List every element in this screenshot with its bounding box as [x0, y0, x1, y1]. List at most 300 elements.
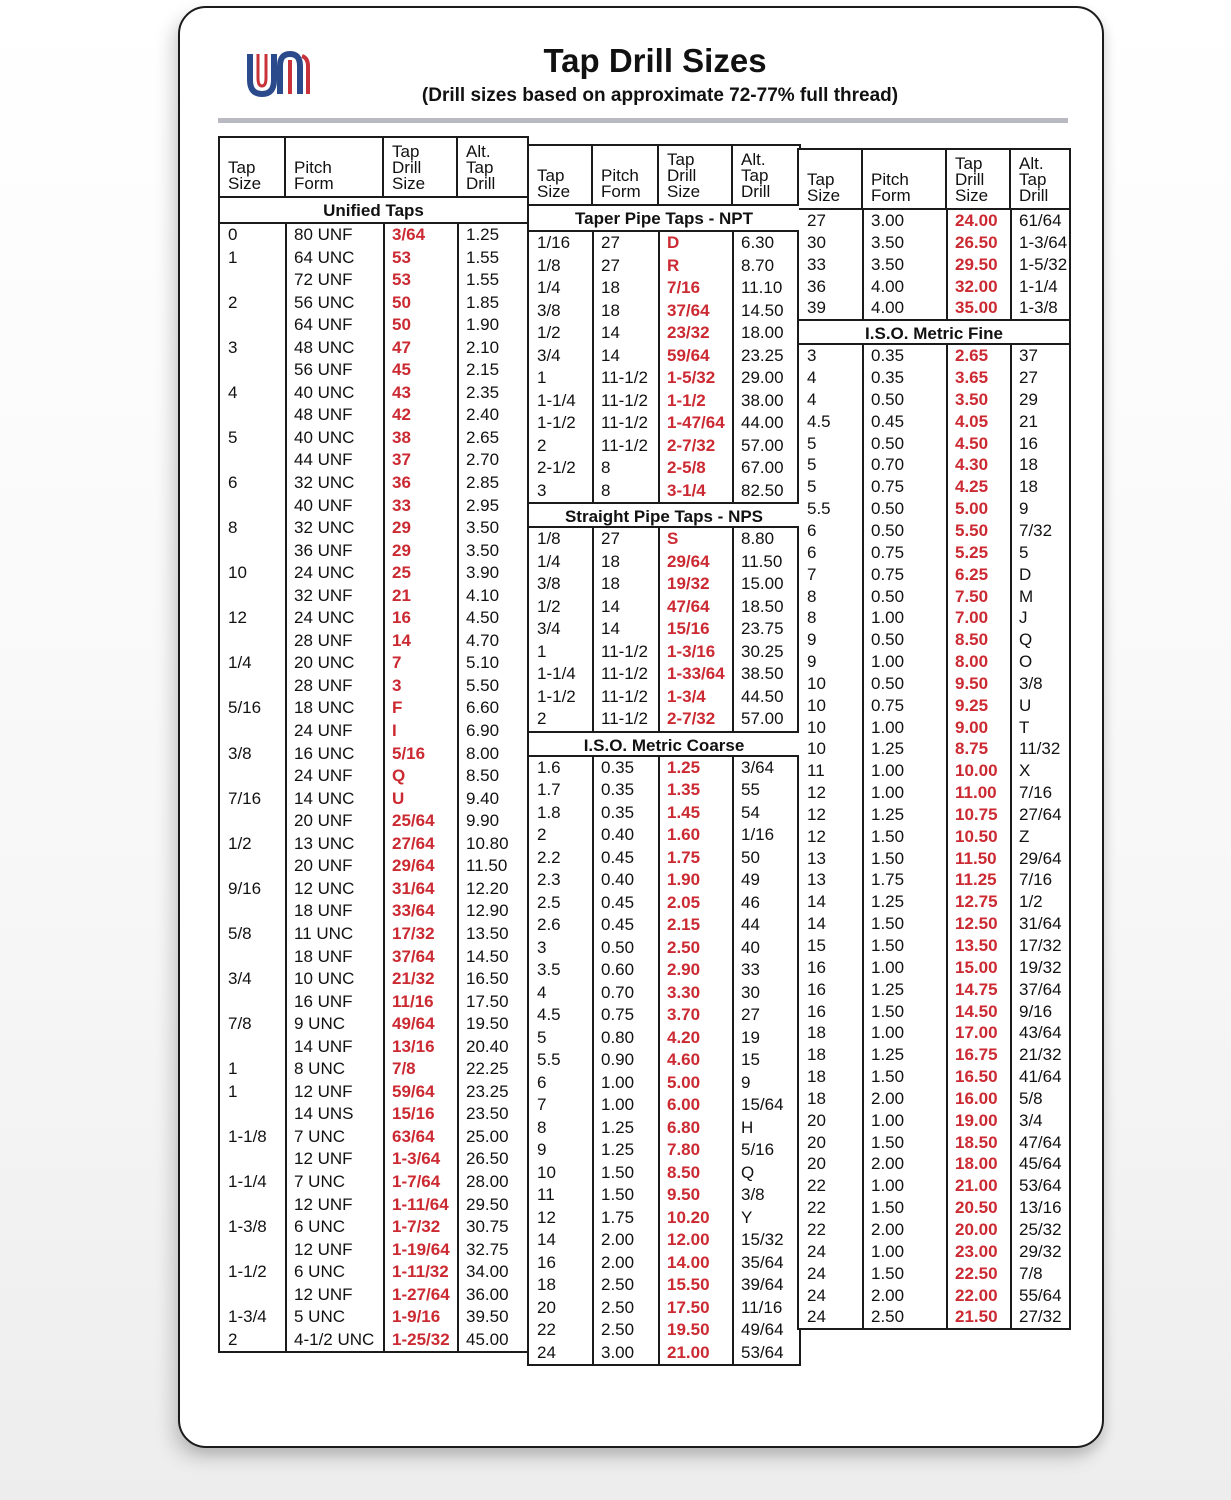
alt-drill-cell: 5.10 [466, 653, 500, 673]
alt-drill-cell: 43/64 [1019, 1023, 1062, 1043]
pitch-form-cell: 12 UNF [294, 1149, 353, 1169]
table-row [220, 1081, 527, 1104]
table-row [799, 498, 1069, 520]
pitch-form-cell: 11-1/2 [601, 413, 648, 432]
table-row [220, 743, 527, 766]
alt-drill-cell: 8.00 [466, 743, 500, 763]
alt-drill-cell: 29/32 [1019, 1241, 1062, 1261]
pitch-form-cell: 0.45 [601, 892, 635, 912]
tap-size-cell: 14 [807, 914, 826, 934]
tap-drill-cell: 37/64 [392, 946, 435, 966]
alt-drill-cell: 30.75 [466, 1217, 509, 1237]
table-row [799, 804, 1069, 826]
alt-drill-cell: H [741, 1117, 754, 1137]
pitch-form-cell: 0.40 [601, 870, 635, 889]
alt-drill-cell: 57.00 [741, 435, 784, 455]
alt-drill-cell: 27 [1019, 368, 1038, 388]
tap-drill-cell: 19/32 [667, 574, 710, 593]
tap-drill-cell: 3 [392, 675, 402, 695]
tap-size-cell: 18 [807, 1045, 826, 1065]
alt-drill-cell: 13.50 [466, 923, 509, 943]
pitch-form-cell: 1.50 [871, 826, 905, 846]
table-row [799, 1285, 1069, 1307]
tap-drill-cell: 16 [392, 608, 411, 628]
tap-drill-cell: F [392, 698, 403, 718]
tap-drill-cell: 50 [392, 292, 411, 312]
table-row [529, 255, 799, 278]
pitch-form-cell: 72 UNF [294, 270, 353, 290]
section-title-iso-fine: I.S.O. Metric Fine [799, 319, 1069, 345]
column-header-tap-drill-size: Tap Drill Size [384, 138, 458, 196]
pitch-form-cell: 2.00 [871, 1285, 905, 1305]
tap-drill-cell: 3-1/4 [667, 480, 706, 500]
tap-drill-cell: 1.75 [667, 847, 701, 867]
alt-drill-cell: 55/64 [1019, 1285, 1062, 1305]
table-row [799, 826, 1069, 848]
alt-drill-cell: 9 [1019, 499, 1029, 519]
section-title-npt: Taper Pipe Taps - NPT [529, 206, 799, 232]
table-row [529, 618, 799, 641]
tap-drill-cell: 12.75 [955, 892, 998, 912]
pitch-form-cell: 6 UNC [294, 1217, 346, 1237]
tap-drill-cell: 3.50 [955, 389, 989, 409]
tap-size-cell [220, 585, 286, 608]
pitch-form-cell: 1.75 [601, 1207, 635, 1227]
pitch-form-cell: 40 UNF [294, 495, 353, 515]
pitch-form-cell: 18 [601, 574, 620, 593]
tap-size-cell: 1-1/4 [537, 390, 576, 410]
tap-drill-cell: 1-25/32 [392, 1329, 450, 1349]
tap-drill-cell: 11.25 [955, 870, 997, 890]
tap-drill-cell: 13/16 [392, 1036, 435, 1056]
pitch-form-cell: 9 UNC [294, 1014, 346, 1034]
table-row [529, 1252, 799, 1275]
alt-drill-cell: 10.80 [466, 833, 509, 853]
tap-drill-cell: 4.20 [667, 1027, 701, 1047]
tap-size-cell: 7 [537, 1095, 547, 1114]
table-row [799, 1110, 1069, 1132]
tap-drill-cell: 12.00 [667, 1230, 710, 1249]
pitch-form-cell: 3.50 [871, 254, 905, 274]
tap-drill-cell: 32.00 [955, 276, 998, 296]
alt-drill-cell: 8.80 [741, 529, 775, 548]
table-header [220, 138, 527, 198]
tap-size-cell: 8 [807, 608, 817, 628]
tap-size-cell: 5 [807, 433, 817, 453]
table-row [529, 937, 799, 960]
alt-drill-cell: 35/64 [741, 1252, 784, 1272]
table-row [220, 1306, 527, 1329]
table-row [529, 1342, 799, 1365]
tap-size-cell: 5.5 [537, 1050, 561, 1069]
pitch-form-cell: 40 UNC [294, 427, 355, 447]
um-logo [244, 46, 316, 100]
table-row [220, 1261, 527, 1284]
tap-size-cell: 2 [537, 435, 547, 455]
alt-drill-cell: 11.50 [741, 551, 783, 571]
tap-drill-cell: 29.50 [955, 254, 998, 274]
alt-drill-cell: 3/4 [1019, 1110, 1043, 1130]
pitch-form-cell: 27 [601, 255, 620, 275]
alt-drill-cell: 23.75 [741, 619, 784, 638]
pitch-form-cell: 0.40 [601, 825, 635, 844]
alt-drill-cell: 19 [741, 1027, 760, 1047]
table-row [529, 1297, 799, 1320]
table-row [799, 869, 1069, 891]
table-header [529, 146, 799, 206]
alt-drill-cell: 1-3/8 [1019, 298, 1058, 318]
tap-size-cell: 1/2 [537, 323, 561, 342]
table-row [799, 276, 1069, 298]
tap-size-cell: 4 [228, 382, 238, 402]
table-row [529, 1072, 799, 1095]
alt-drill-cell: 47/64 [1019, 1132, 1062, 1152]
alt-drill-cell: 2.65 [466, 427, 500, 447]
tap-drill-cell: 63/64 [392, 1126, 435, 1146]
alt-drill-cell: 16.50 [466, 969, 509, 989]
alt-drill-cell: 3/8 [741, 1185, 765, 1204]
column-header-tap-drill-size: Tap Drill Size [947, 150, 1011, 208]
tap-drill-cell: 8.50 [667, 1162, 701, 1182]
table-row [529, 390, 799, 413]
tap-size-cell: 1/2 [537, 596, 561, 616]
pitch-form-cell: 18 [601, 300, 620, 320]
tap-size-cell: 22 [807, 1198, 826, 1218]
alt-drill-cell: 15/32 [741, 1230, 784, 1249]
table-row [799, 935, 1069, 957]
tap-size-cell: 33 [807, 254, 826, 274]
tap-drill-cell: 1.60 [667, 825, 701, 844]
tap-drill-cell: 3.65 [955, 368, 989, 388]
tap-drill-cell: 25 [392, 563, 411, 583]
alt-drill-cell: 11.50 [466, 856, 508, 876]
table-row [799, 1263, 1069, 1285]
column-header-tap-size: Tap Size [529, 146, 593, 204]
table-row [220, 382, 527, 405]
pitch-form-cell: 1.50 [601, 1185, 635, 1204]
table-row [799, 913, 1069, 935]
pitch-form-cell: 2.50 [601, 1320, 635, 1339]
table-row [220, 449, 527, 472]
alt-drill-cell: 37/64 [1019, 979, 1062, 999]
tap-size-cell: 1-1/8 [228, 1126, 267, 1146]
tap-size-cell: 1/8 [537, 255, 561, 275]
pitch-form-cell: 4-1/2 UNC [294, 1329, 375, 1349]
tap-drill-cell: 8.75 [955, 739, 989, 759]
pitch-form-cell: 56 UNC [294, 292, 355, 312]
pitch-form-cell: 20 UNF [294, 856, 353, 876]
table-row [799, 411, 1069, 433]
pitch-form-cell: 27 [601, 529, 620, 548]
tap-size-cell: 5 [807, 455, 817, 475]
alt-drill-cell: 18.00 [741, 323, 784, 342]
table-row [799, 1001, 1069, 1023]
tap-drill-cell: 2.50 [667, 937, 701, 957]
pitch-form-cell: 0.60 [601, 960, 635, 979]
tap-size-cell: 12 [807, 826, 826, 846]
pitch-form-cell: 3.00 [871, 211, 905, 230]
pitch-form-cell: 24 UNC [294, 563, 355, 583]
tap-size-cell: 4 [537, 982, 547, 1002]
pitch-form-cell: 1.00 [871, 761, 905, 781]
pitch-form-cell: 13 UNC [294, 833, 355, 853]
alt-drill-cell: D [1019, 564, 1032, 584]
table-row [529, 573, 799, 596]
table-row [529, 1229, 799, 1252]
column-divider [658, 206, 660, 1364]
tap-size-cell [220, 404, 286, 427]
alt-drill-cell: 27/64 [1019, 804, 1062, 824]
tap-drill-cell: 7.50 [955, 586, 989, 606]
tap-size-cell: 5/16 [228, 698, 262, 718]
alt-drill-cell: 7/32 [1019, 520, 1053, 540]
alt-drill-cell: 53/64 [1019, 1176, 1062, 1196]
tap-size-cell: 10 [807, 739, 826, 759]
table-row [529, 322, 799, 345]
tap-drill-cell: 9.00 [955, 717, 989, 737]
tap-size-cell: 24 [807, 1285, 826, 1305]
pitch-form-cell: 1.00 [871, 957, 905, 977]
pitch-form-cell: 28 UNF [294, 630, 353, 650]
tap-size-cell: 4 [807, 389, 817, 409]
tap-size-cell: 1 [537, 641, 547, 661]
pitch-form-cell: 0.35 [601, 780, 635, 799]
alt-drill-cell: 1.55 [466, 270, 500, 290]
tap-drill-cell: 6.00 [667, 1095, 701, 1114]
tap-size-cell: 14 [537, 1230, 556, 1249]
pitch-form-cell: 11-1/2 [601, 641, 648, 661]
pitch-form-cell: 14 UNC [294, 788, 355, 808]
table-row [529, 596, 799, 619]
tap-drill-cell: 29/64 [667, 551, 710, 571]
tap-size-cell [220, 946, 286, 969]
tap-size-cell: 1.7 [537, 780, 561, 799]
table-row [220, 1148, 527, 1171]
tap-drill-cell: 1-1/2 [667, 390, 706, 410]
tap-drill-cell: 4.50 [955, 433, 989, 453]
tap-drill-cell: 1-27/64 [392, 1284, 450, 1304]
alt-drill-cell: 1/16 [741, 825, 775, 844]
pitch-form-cell: 14 UNF [294, 1036, 353, 1056]
tap-size-cell: 10 [228, 563, 247, 583]
tap-drill-cell: 1-47/64 [667, 413, 725, 432]
alt-drill-cell: 49/64 [741, 1320, 784, 1339]
table-row [220, 697, 527, 720]
tap-drill-cell: 53 [392, 270, 411, 290]
table-row [220, 1216, 527, 1239]
alt-drill-cell: 6.60 [466, 698, 500, 718]
pitch-form-cell: 24 UNF [294, 721, 353, 741]
tap-drill-cell: 12.50 [955, 914, 998, 934]
table-row [799, 607, 1069, 629]
tap-size-cell: 1/2 [228, 833, 252, 853]
tap-size-cell: 3 [537, 937, 547, 957]
table-row [220, 968, 527, 991]
alt-drill-cell: 46 [741, 892, 760, 912]
pitch-form-cell: 1.25 [871, 804, 905, 824]
table-row [799, 254, 1069, 276]
pitch-form-cell: 11-1/2 [601, 664, 648, 683]
tap-size-cell: 4.5 [807, 411, 831, 431]
tap-size-cell: 1 [537, 368, 547, 387]
pitch-form-cell: 1.00 [601, 1095, 635, 1114]
pitch-form-cell: 1.00 [871, 783, 905, 803]
tap-size-cell [220, 900, 286, 923]
table-row [799, 957, 1069, 979]
table-row [799, 738, 1069, 760]
table-row [529, 1139, 799, 1162]
alt-drill-cell: 33 [741, 960, 760, 979]
tap-size-cell: 20 [807, 1132, 826, 1152]
tap-size-cell: 2.5 [537, 892, 561, 912]
pitch-form-cell: 8 [601, 480, 611, 500]
tap-size-cell: 16 [807, 1001, 826, 1021]
pitch-form-cell: 1.50 [871, 848, 905, 868]
tap-drill-cell: 11.50 [955, 848, 997, 868]
tap-drill-cell: 18.50 [955, 1132, 998, 1152]
tap-drill-cell: 26.50 [955, 232, 998, 252]
alt-drill-cell: 15.00 [741, 574, 784, 593]
alt-drill-cell: 38.50 [741, 664, 784, 683]
alt-drill-cell: 1.25 [466, 225, 500, 244]
table-row [220, 562, 527, 585]
alt-drill-cell: 2.35 [466, 382, 500, 402]
page-title: Tap Drill Sizes [543, 42, 767, 79]
column-header-pitch-form: Pitch Form [286, 138, 384, 196]
pitch-form-cell: 1.50 [871, 1263, 905, 1283]
tap-size-cell: 16 [807, 957, 826, 977]
pitch-form-cell: 1.50 [601, 1162, 635, 1182]
table-row [220, 314, 527, 337]
tap-size-cell [220, 1239, 286, 1262]
table-row [799, 1175, 1069, 1197]
tap-drill-cell: 2.05 [667, 892, 701, 912]
tap-size-cell: 10 [807, 673, 826, 693]
alt-drill-cell: 23.25 [741, 345, 784, 365]
tap-drill-cell: 6.25 [955, 564, 989, 584]
alt-drill-cell: 26.50 [466, 1149, 509, 1169]
alt-drill-cell: 50 [741, 847, 760, 867]
tap-size-cell [220, 449, 286, 472]
tap-size-cell: 3.5 [537, 960, 561, 979]
alt-drill-cell: 45.00 [466, 1329, 509, 1349]
tap-drill-cell: 59/64 [392, 1081, 435, 1101]
alt-drill-cell: 19/32 [1019, 957, 1062, 977]
pitch-form-cell: 1.25 [871, 739, 905, 759]
table-row [220, 404, 527, 427]
tap-size-cell: 5 [228, 427, 238, 447]
tap-drill-cell: 1-11/32 [392, 1262, 449, 1282]
tap-size-cell: 2 [537, 709, 547, 728]
tap-size-cell: 2-1/2 [537, 458, 576, 477]
alt-drill-cell: 23.50 [466, 1104, 509, 1124]
alt-drill-cell: 5/16 [741, 1140, 775, 1159]
alt-drill-cell: 30 [741, 982, 760, 1002]
table-row [799, 1197, 1069, 1219]
tap-size-cell: 24 [807, 1263, 826, 1283]
tap-size-cell: 16 [807, 979, 826, 999]
alt-drill-cell: 1.55 [466, 247, 500, 267]
alt-drill-cell: 61/64 [1019, 211, 1062, 230]
alt-drill-cell: 7/16 [1019, 870, 1053, 890]
table-row [799, 454, 1069, 476]
pitch-form-cell: 7 UNC [294, 1126, 346, 1146]
tap-drill-cell: 10.75 [955, 804, 998, 824]
pitch-form-cell: 1.00 [871, 717, 905, 737]
tap-size-cell: 9 [807, 630, 817, 650]
table-row [799, 1022, 1069, 1044]
tap-drill-cell: 31/64 [392, 878, 435, 898]
tap-drill-cell: 37/64 [667, 300, 710, 320]
table-row [799, 673, 1069, 695]
tap-drill-cell: 23.00 [955, 1241, 998, 1261]
table-row [799, 629, 1069, 651]
pitch-form-cell: 1.50 [871, 936, 905, 955]
alt-drill-cell: Z [1019, 826, 1030, 846]
tap-drill-cell: 27/64 [392, 833, 435, 853]
tap-size-cell: 10 [807, 717, 826, 737]
tap-drill-cell: 2-7/32 [667, 435, 716, 455]
table-row [220, 1194, 527, 1217]
table-row [220, 810, 527, 833]
alt-drill-cell: 53/64 [741, 1342, 784, 1362]
tap-size-cell: 7/16 [228, 788, 262, 808]
tap-drill-cell: 5.00 [667, 1072, 701, 1092]
tap-drill-cell: 10.00 [955, 761, 998, 781]
tap-size-cell: 24 [807, 1241, 826, 1261]
table-row [529, 686, 799, 709]
pitch-form-cell: 14 UNS [294, 1104, 354, 1124]
table-row [529, 367, 799, 390]
tap-drill-cell: 21 [392, 585, 411, 605]
tap-size-cell: 16 [537, 1252, 556, 1272]
tap-size-cell: 18 [807, 1088, 826, 1108]
tap-drill-cell: 14.00 [667, 1252, 710, 1272]
tap-size-cell [220, 359, 286, 382]
alt-drill-cell: 25/32 [1019, 1219, 1062, 1239]
pitch-form-cell: 24 UNC [294, 608, 355, 628]
alt-drill-cell: 28.00 [466, 1171, 509, 1191]
tap-size-cell: 1/16 [537, 233, 571, 252]
column-header-alt-tap-drill: Alt. Tap Drill [741, 150, 771, 201]
pitch-form-cell: 0.35 [871, 368, 905, 388]
alt-drill-cell: 45/64 [1019, 1154, 1062, 1174]
alt-drill-cell: 49 [741, 870, 760, 889]
tap-drill-cell: 14.50 [955, 1001, 998, 1021]
alt-drill-cell: 1/2 [1019, 892, 1043, 912]
table-row [799, 1066, 1069, 1088]
tap-drill-cell: Q [392, 766, 406, 786]
tap-size-cell: 1-3/8 [228, 1217, 267, 1237]
tap-size-cell: 24 [807, 1307, 826, 1327]
tap-drill-cell: 33/64 [392, 901, 435, 921]
pitch-form-cell: 0.75 [871, 542, 905, 562]
alt-drill-cell: X [1019, 761, 1031, 781]
alt-drill-cell: 55 [741, 780, 760, 799]
alt-drill-cell: 22.25 [466, 1059, 509, 1079]
tap-size-cell: 12 [807, 804, 826, 824]
tap-drill-cell: 21.00 [667, 1342, 710, 1362]
pitch-form-cell: 18 UNF [294, 901, 353, 921]
pitch-form-cell: 0.35 [601, 802, 635, 822]
tap-size-cell: 8 [807, 586, 817, 606]
pitch-form-cell: 8 UNC [294, 1059, 346, 1079]
tap-size-cell: 1.8 [537, 802, 561, 822]
alt-drill-cell: 2.10 [466, 337, 500, 357]
tap-drill-cell: 19.50 [667, 1320, 710, 1339]
pitch-form-cell: 1.50 [871, 1067, 905, 1087]
tap-drill-cell: 7/8 [392, 1059, 416, 1079]
